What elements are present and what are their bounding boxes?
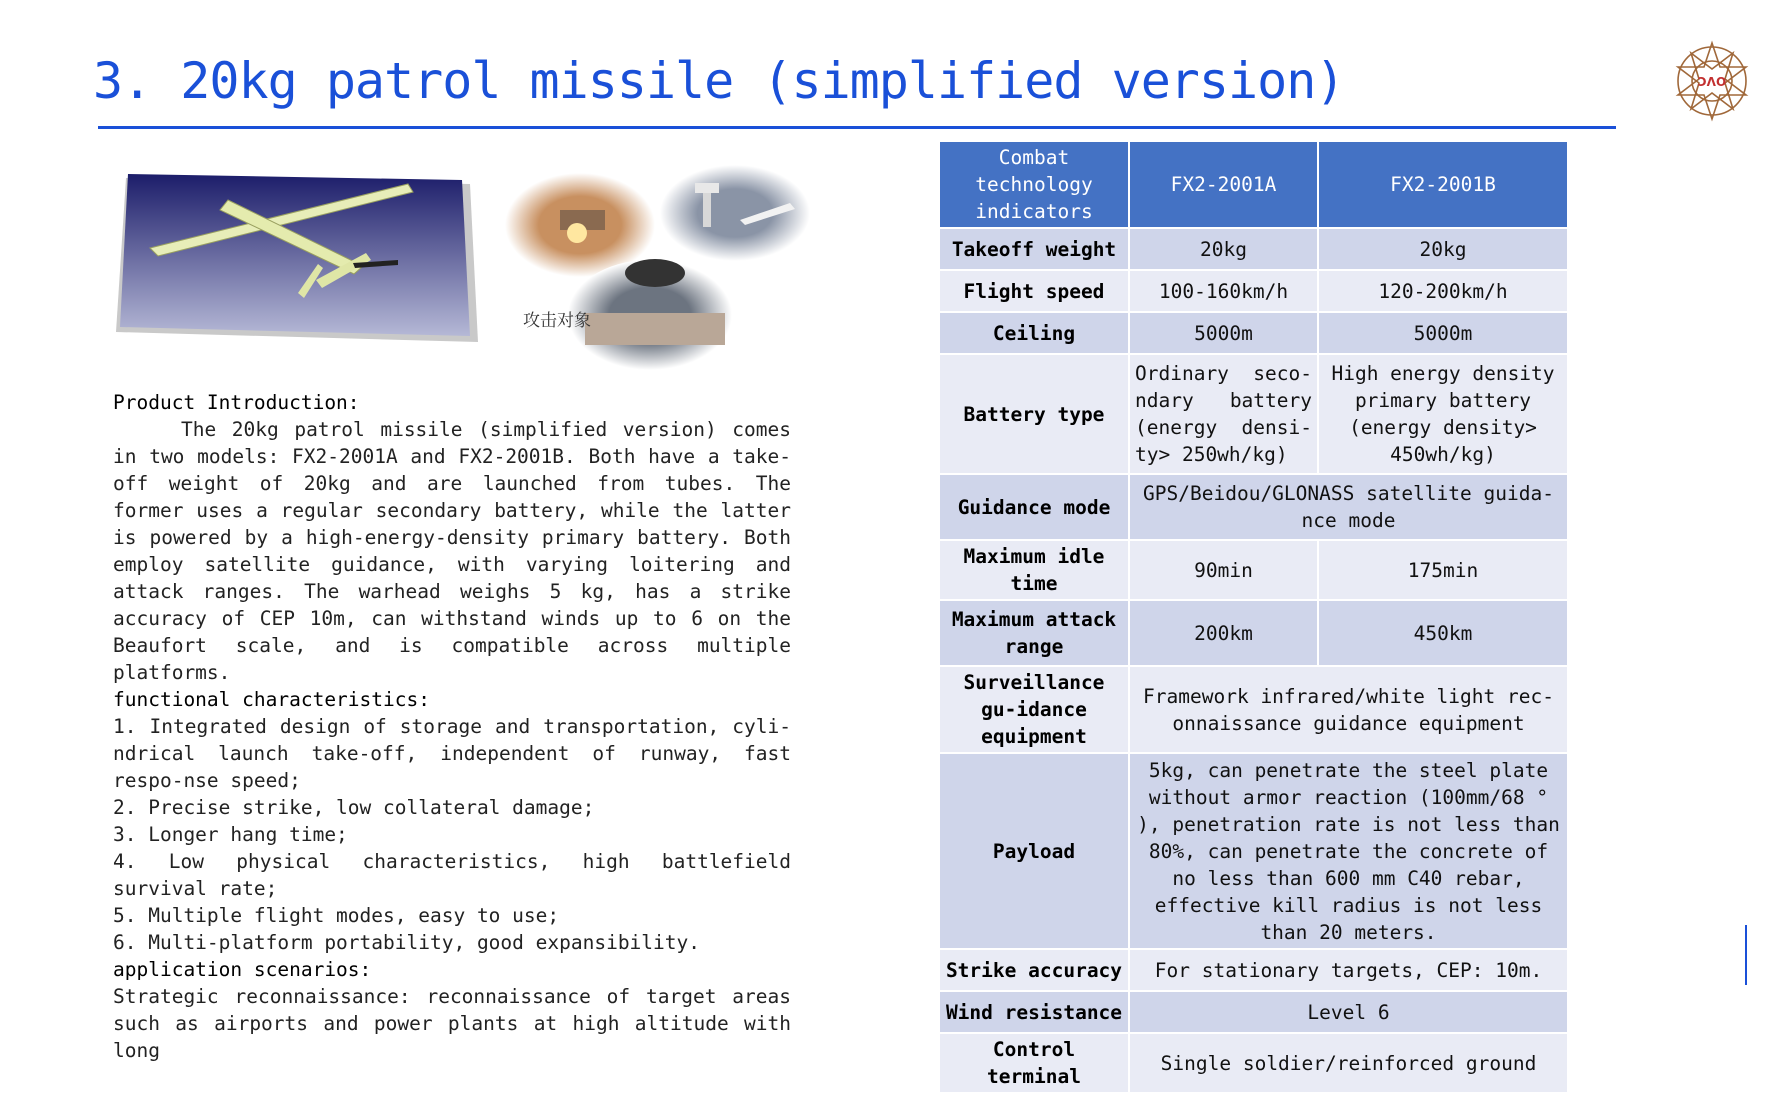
cell-value: Level 6 [1129,991,1568,1033]
cell-value: 5000m [1318,312,1568,354]
cell-value: For stationary targets, CEP: 10m. [1129,949,1568,991]
table-row [939,312,1568,354]
header-indicators: Combat technology indicators [939,141,1129,228]
feature-item: 2. Precise strike, low collateral damage; [113,796,595,819]
row-label: Strike accuracy [939,949,1129,991]
cell-value: 5kg, can penetrate the steel plate without armor reaction (100mm/68 ° ), penetration rate is not less than 80%, can penetrate the concrete of no less than 600 mm C40 rebar, effective kill radius is not less than 20 meters. [1129,753,1568,949]
row-label: Surveillance gu-idance equipment [939,666,1129,753]
row-label: Battery type [939,354,1129,474]
table-row [939,600,1568,666]
row-label: Payload [939,753,1129,949]
cell-value: Ordinary seco-ndary battery (energy densi-ty> 250wh/kg) [1129,354,1318,474]
cell-value: Framework infrared/white light rec-onnaissance guidance equipment [1129,666,1568,753]
table-row [939,949,1568,991]
header-model-a: FX2-2001A [1129,141,1318,228]
table-row [939,228,1568,270]
cell-value: 5000m [1129,312,1318,354]
feature-item: 4. Low physical characteristics, high battlefield survival rate; [113,850,791,900]
table-row [939,354,1568,474]
table-row [939,270,1568,312]
company-logo [1668,37,1756,125]
table-row [939,1033,1568,1093]
intro-paragraph: The 20kg patrol missile (simplified version) comes in two models: FX2-2001A and FX2-2001B. Both have a take-off weight of 20kg and are launched from tubes. The former uses a regular secondary battery, while the latter is powered by a high-energy-density primary battery. Both employ satellite guidance, with varying loitering and attack ranges. The warhead weighs 5 kg, has a strike accuracy of CEP 10m, can withstand winds up to 6 on the Beaufort scale, and is compatible across multiple platforms. [113,418,791,684]
table-row [939,753,1568,949]
cell-value: 120-200km/h [1318,270,1568,312]
missile-illustration [108,170,478,350]
svg-text:ƆΛO: ƆΛO [1697,75,1727,89]
row-label: Takeoff weight [939,228,1129,270]
feature-item: 1. Integrated design of storage and transportation, cyli-ndrical launch take-off, independent of runway, fast respo-nse speed; [113,715,791,792]
table-header-row [939,141,1568,228]
feature-item: 3. Longer hang time; [113,823,348,846]
table-row [939,666,1568,753]
scenarios-paragraph: Strategic reconnaissance: reconnaissance of target areas such as airports and power plants at high altitude with long [113,985,791,1062]
scenarios-heading: application scenarios: [113,958,372,981]
attack-targets-image [505,165,860,375]
row-label: Maximum idle time [939,540,1129,600]
cell-value: GPS/Beidou/GLONASS satellite guida-nce mode [1129,474,1568,540]
row-label: Guidance mode [939,474,1129,540]
intro-heading: Product Introduction: [113,391,360,414]
cell-value: High energy density primary battery (energy density> 450wh/kg) [1318,354,1568,474]
page-title: 3. 20kg patrol missile (simplified version) [93,52,1345,110]
cell-value: 20kg [1129,228,1318,270]
cell-value: 450km [1318,600,1568,666]
cell-value: 100-160km/h [1129,270,1318,312]
cell-value: 90min [1129,540,1318,600]
attack-targets-caption: 攻击对象 [523,311,591,331]
header-model-b: FX2-2001B [1318,141,1568,228]
row-label: Maximum attack range [939,600,1129,666]
table-row [939,474,1568,540]
title-underline [98,126,1616,129]
row-label: Flight speed [939,270,1129,312]
row-label: Wind resistance [939,991,1129,1033]
cell-value: 200km [1129,600,1318,666]
features-heading: functional characteristics: [113,688,430,711]
row-label: Ceiling [939,312,1129,354]
feature-item: 5. Multiple flight modes, easy to use; [113,904,560,927]
spec-table [938,140,1569,1094]
cell-value: 20kg [1318,228,1568,270]
cell-value: 175min [1318,540,1568,600]
cell-value: Single soldier/reinforced ground [1129,1033,1568,1093]
table-row [939,540,1568,600]
slide-accent-bar [1745,925,1747,985]
table-row [939,991,1568,1033]
row-label: Control terminal [939,1033,1129,1093]
feature-item: 6. Multi-platform portability, good expansibility. [113,931,700,954]
description-column [113,389,791,1064]
